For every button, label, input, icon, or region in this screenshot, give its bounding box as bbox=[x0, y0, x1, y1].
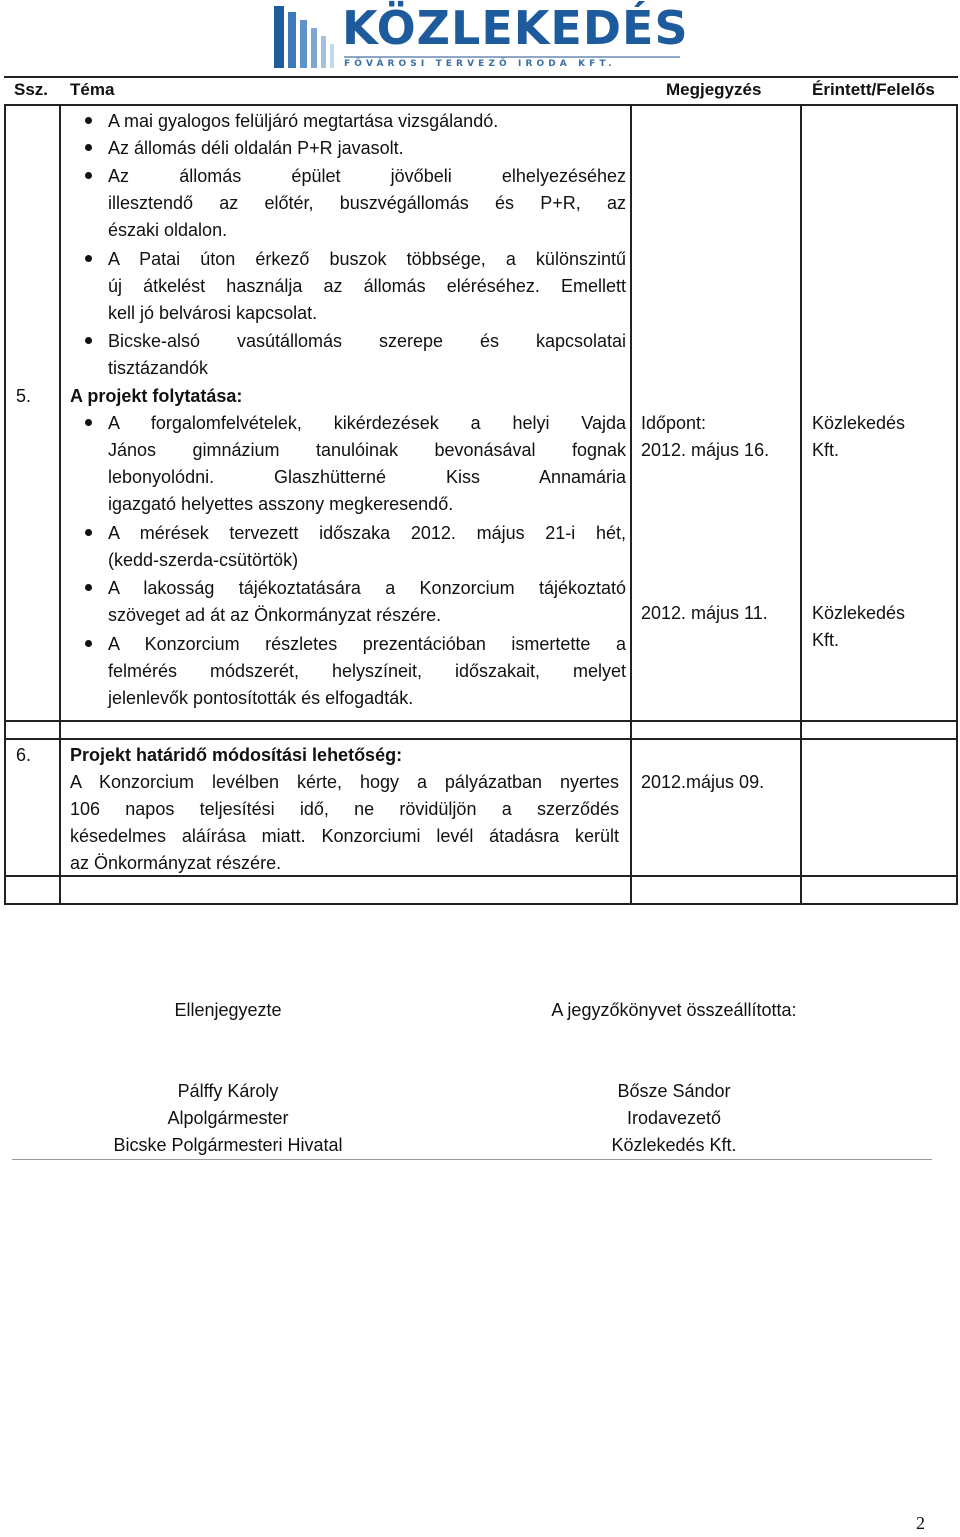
row5-responsible: Közlekedés bbox=[812, 413, 906, 433]
list-item bbox=[108, 575, 626, 629]
bullet-text-line: A Konzorcium részletes prezentációban ismertette a bbox=[108, 634, 626, 654]
list-item bbox=[108, 246, 626, 327]
row5-responsible-2: Közlekedés bbox=[812, 603, 906, 623]
row5-number: 5. bbox=[16, 386, 32, 406]
table-border-left bbox=[4, 104, 6, 904]
bullet-text-line: A forgalomfelvételek, kikérdezések a helyi Vajda bbox=[108, 413, 626, 433]
table-border-right bbox=[956, 104, 958, 904]
bullet-icon bbox=[85, 255, 92, 262]
bullet-icon bbox=[85, 419, 92, 426]
row6-body-line: késedelmes aláírása miatt. Konzorciumi levél átadásra került bbox=[70, 826, 619, 846]
row6-title: Projekt határidő módosítási lehetőség: bbox=[70, 745, 403, 765]
header-separator bbox=[4, 104, 958, 106]
list-item bbox=[108, 328, 626, 382]
bullet-text-line: tisztázandók bbox=[108, 358, 209, 378]
row6-note-date: 2012.május 09. bbox=[641, 772, 765, 792]
row6-body-line: A Konzorcium levélben kérte, hogy a pályázatban nyertes bbox=[70, 772, 619, 792]
logo-subtitle: FŐVÁROSI TERVEZŐ IRODA KFT. bbox=[344, 59, 616, 69]
row5-note-date: 2012. május 16. bbox=[641, 440, 770, 460]
col-divider-number bbox=[59, 104, 61, 904]
list-item bbox=[108, 631, 626, 712]
page-number: 2 bbox=[916, 1513, 925, 1533]
row6-separator bbox=[4, 738, 958, 740]
list-item bbox=[108, 520, 626, 574]
left-signer-title: Alpolgármester bbox=[167, 1108, 289, 1128]
right-signer-title: Irodavezető bbox=[626, 1108, 722, 1128]
header-responsible: Érintett/Felelős bbox=[812, 80, 935, 99]
right-signature-heading: A jegyzőkönyvet összeállította: bbox=[551, 1000, 797, 1020]
kozlekedes-logo-mark-icon bbox=[274, 6, 336, 68]
bullet-icon bbox=[85, 172, 92, 179]
row5-note-date-2: 2012. május 11. bbox=[641, 603, 768, 623]
list-item bbox=[108, 163, 626, 244]
row5-title: A projekt folytatása: bbox=[70, 386, 243, 406]
bullet-text-line: János gimnázium tanulóinak bevonásával fognak bbox=[108, 440, 626, 460]
row5-responsible-suffix: Kft. bbox=[812, 440, 840, 460]
logo-wordmark: KÖZLEKEDÉS bbox=[342, 1, 689, 55]
table-border-bottom bbox=[4, 903, 958, 905]
row5-note-label: Időpont: bbox=[641, 413, 707, 433]
bullet-text-line: új átkelést használja az állomás eléréséhez. Emellett bbox=[108, 276, 626, 296]
bullet-text-line: Az állomás épület jövőbeli elhelyezéséhez bbox=[108, 166, 626, 186]
row6-body-line: az Önkormányzat részére. bbox=[70, 853, 282, 873]
bullet-text-line: illesztendő az előtér, buszvégállomás és P+R, az bbox=[108, 193, 626, 213]
bullet-icon bbox=[85, 337, 92, 344]
right-signer-organization: Közlekedés Kft. bbox=[611, 1135, 737, 1155]
bullet-text-line: északi oldalon. bbox=[108, 220, 228, 240]
list-item bbox=[108, 135, 626, 162]
bullet-text-line: Bicske-alsó vasútállomás szerepe és kapcsolatai bbox=[108, 331, 626, 351]
minutes-table bbox=[4, 76, 958, 904]
bullet-icon bbox=[85, 529, 92, 536]
right-signer-name: Bősze Sándor bbox=[617, 1081, 731, 1101]
bullet-text-line: A mérések tervezett időszaka 2012. május 21-i hét, bbox=[108, 523, 626, 543]
bullet-text-line: szöveget ad át az Önkormányzat részére. bbox=[108, 605, 442, 625]
bullet-text-line: igazgató helyettes asszony megkeresendő. bbox=[108, 494, 454, 514]
bullet-icon bbox=[85, 117, 92, 124]
bullet-text-line: jelenlevők pontosították és elfogadták. bbox=[108, 688, 414, 708]
bullet-text-line: lebonyolódni. Glaszhütterné Kiss Annamária bbox=[108, 467, 626, 487]
bullet-icon bbox=[85, 144, 92, 151]
bullet-text: A mai gyalogos felüljáró megtartása vizsgálandó. bbox=[108, 111, 499, 131]
row6-body-line: 106 napos teljesítési idő, ne rövidüljön a szerződés bbox=[70, 799, 619, 819]
left-signer-name: Pálffy Károly bbox=[177, 1081, 279, 1101]
bullet-text: Az állomás déli oldalán P+R javasolt. bbox=[108, 138, 404, 158]
bullet-text-line: felmérés módszerét, helyszíneit, időszakait, melyet bbox=[108, 661, 626, 681]
left-signer-organization: Bicske Polgármesteri Hivatal bbox=[113, 1135, 343, 1155]
row6-number: 6. bbox=[16, 745, 32, 765]
header-note: Megjegyzés bbox=[666, 80, 762, 99]
row5-responsible-2-suffix: Kft. bbox=[812, 630, 840, 650]
bullet-icon bbox=[85, 584, 92, 591]
company-logo bbox=[274, 1, 689, 74]
header-number: Ssz. bbox=[14, 80, 49, 99]
left-signature-heading: Ellenjegyezte bbox=[174, 1000, 282, 1020]
row5-separator bbox=[4, 720, 958, 722]
list-item bbox=[108, 410, 626, 518]
signature-underline bbox=[12, 1159, 932, 1160]
list-item bbox=[108, 108, 626, 135]
col-divider-note bbox=[630, 104, 632, 904]
header-topic: Téma bbox=[70, 80, 115, 99]
bullet-text-line: (kedd-szerda-csütörtök) bbox=[108, 550, 299, 570]
bullet-icon bbox=[85, 640, 92, 647]
bullet-text-line: A Patai úton érkező buszok többsége, a különszintű bbox=[108, 249, 626, 269]
bullet-text-line: A lakosság tájékoztatására a Konzorcium tájékoztató bbox=[108, 578, 626, 598]
bullet-text-line: kell jó belvárosi kapcsolat. bbox=[108, 303, 318, 323]
row6-content bbox=[70, 742, 619, 877]
col-divider-responsible bbox=[800, 104, 802, 904]
